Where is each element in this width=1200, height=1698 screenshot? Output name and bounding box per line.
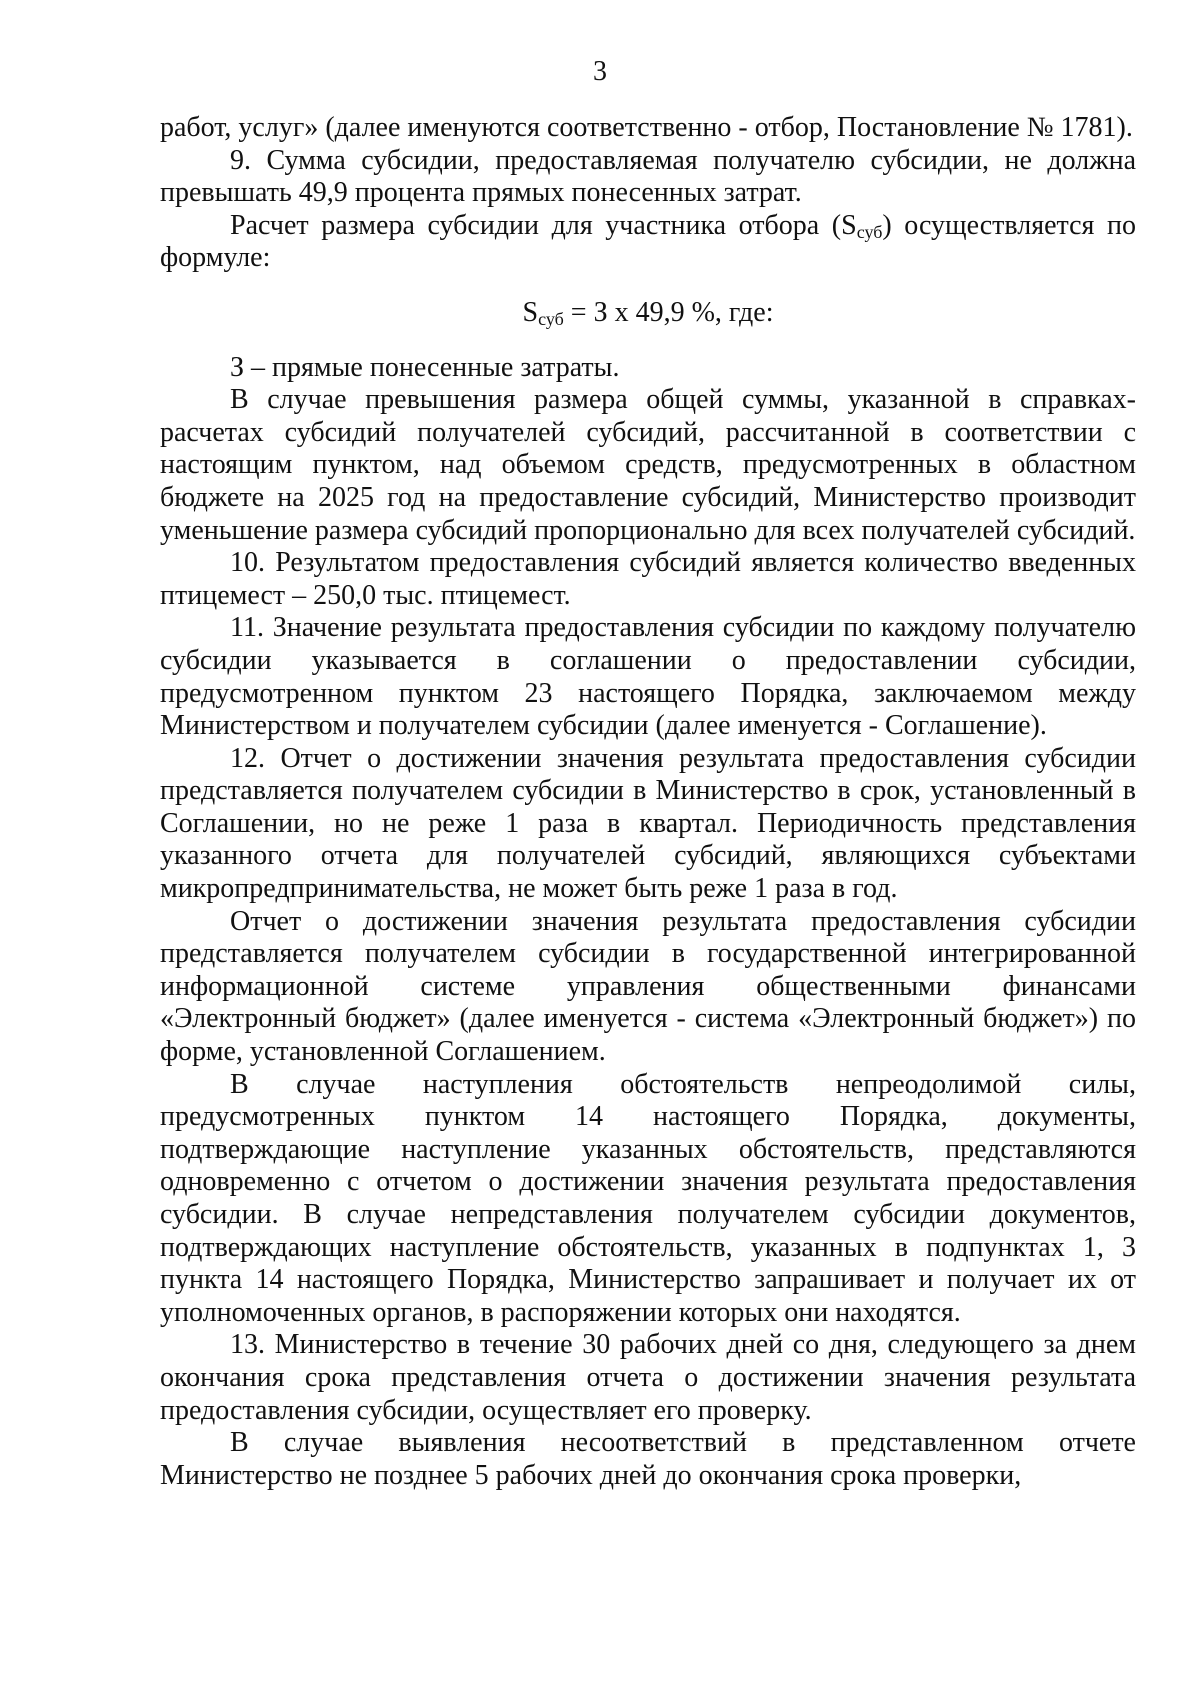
document-body [160, 112, 1136, 1492]
formula-subscript: суб [538, 308, 564, 329]
paragraph-item-13: 13. Министерство в течение 30 рабочих дней со дня, следующего за днем окончания срока представления отчета о достижении значения результата предоставления субсидии, осуществляет его проверку. [160, 1329, 1136, 1426]
paragraph-calculation [160, 210, 1136, 275]
formula-definition: З – прямые понесенные затраты. [230, 351, 620, 383]
paragraph-discrepancies: В случае выявления несоответствий в представленном отчете Министерство не позднее 5 рабочих дней до окончания срока проверки, [160, 1427, 1136, 1491]
page-number: 3 [593, 56, 607, 87]
formula-symbol: S [522, 296, 539, 328]
paragraph-item-12: 12. Отчет о достижении значения результата предоставления субсидии представляется получателем субсидии в Министерство в срок, установленный в Соглашении, но не реже 1 раза в квартал. Периодичность представления указанного отчета для получателей субсидий, являющихся субъектами микропредпринимательства, не может быть реже 1 раза в год. [160, 742, 1136, 905]
calc-text-after: ) осуществляется по формуле: [160, 209, 1136, 274]
calc-text-before: Расчет размера субсидии для участника отбора (S [230, 209, 857, 241]
formula-expression: = З х 49,9 %, где: [563, 296, 774, 328]
paragraph-report-system: Отчет о достижении значения результата предоставления субсидии представляется получателем субсидии в государственной интегрированной информационной системе управления общественными финансами «Электронный бюджет» (далее именуется - система «Электронный бюджет») по форме, установленной Соглашением. [160, 905, 1136, 1068]
paragraph-force-majeure: В случае наступления обстоятельств непреодолимой силы, предусмотренных пунктом 14 настоящего Порядка, документы, подтверждающие наступление указанных обстоятельств, представляются одновременно с отчетом о достижении значения результата предоставления субсидии. В случае непредставления получателем субсидии документов, подтверждающих наступление обстоятельств, указанных в подпунктах 1, 3 пункта 14 настоящего Порядка, Министерство запрашивает и получает их от уполномоченных органов, в распоряжении которых они находятся. [160, 1068, 1136, 1328]
calc-subscript: суб [856, 221, 883, 242]
paragraph-item-11: 11. Значение результата предоставления субсидии по каждому получателю субсидии указывается в соглашении о предоставлении субсидии, предусмотренном пунктом 23 настоящего Порядка, заключаемом между Министерством и получателем субсидии (далее именуется - Соглашение). [160, 612, 1136, 742]
paragraph-continuation: работ, услуг» (далее именуются соответственно - отбор, Постановление № 1781). [160, 112, 1133, 143]
paragraph-item-10: 10. Результатом предоставления субсидий является количество введенных птицемест – 250,0 тыс. птицемест. [160, 547, 1136, 611]
paragraph-item-9: 9. Сумма субсидии, предоставляемая получателю субсидии, не должна превышать 49,9 процента прямых понесенных затрат. [160, 144, 1136, 209]
paragraph-reduction: В случае превышения размера общей суммы, указанной в справках-расчетах субсидий получателей субсидий, рассчитанной в соответствии с настоящим пунктом, над объемом средств, предусмотренных в областном бюджете на 2025 год на предоставление субсидий, Министерство производит уменьшение размера субсидий пропорционально для всех получателей субсидий. [160, 384, 1136, 546]
subsidy-formula [160, 297, 1136, 330]
